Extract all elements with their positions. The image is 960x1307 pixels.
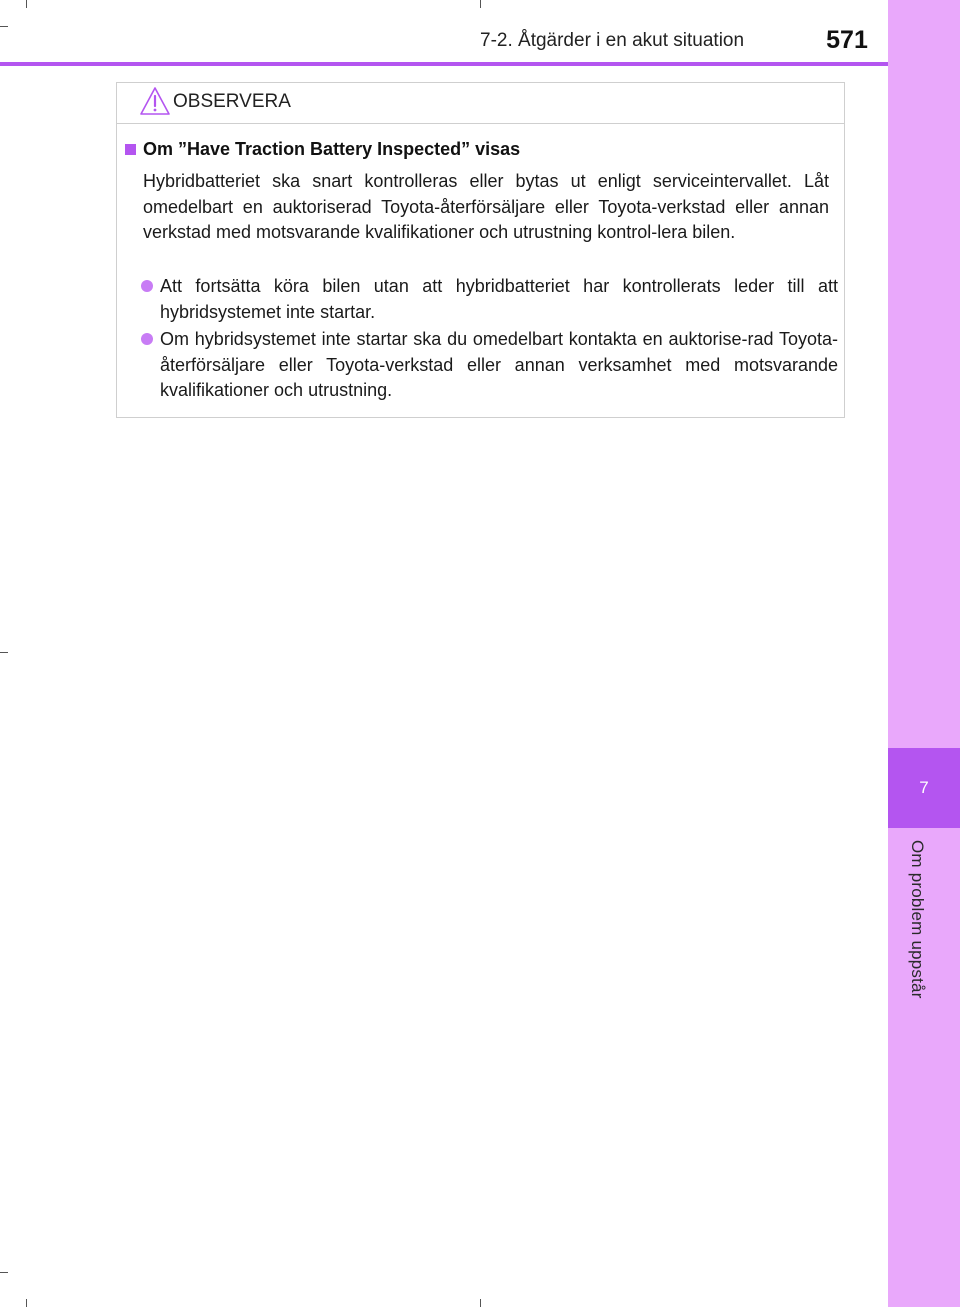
warning-triangle-icon: [139, 86, 171, 116]
crop-mark: [480, 1299, 481, 1307]
crop-mark: [0, 1272, 8, 1273]
crop-mark: [26, 1299, 27, 1307]
caution-title: OBSERVERA: [173, 91, 291, 112]
crop-mark: [0, 652, 8, 653]
caution-box: [116, 82, 845, 418]
list-item-text: Att fortsätta köra bilen utan att hybridbatteriet har kontrollerats leder till att hybridsystemet inte startar.: [160, 276, 838, 322]
chapter-tab: [888, 748, 960, 828]
crop-mark: [480, 0, 481, 8]
chapter-title: Om problem uppstår: [908, 840, 927, 999]
chapter-sidebar: [888, 0, 960, 1307]
body-paragraph: Hybridbatteriet ska snart kontrolleras eller bytas ut enligt serviceintervallet. Låt omedelbart en auktoriserad Toyota-återförsäljare eller Toyota-verkstad eller annan verkstad med motsvarande kvalifikationer och utrustning kontrol-lera bilen.: [143, 171, 829, 242]
header-rule: [0, 62, 888, 66]
circle-bullet-icon: [141, 333, 153, 345]
circle-bullet-icon: [141, 280, 153, 292]
section-heading-text: Om ”Have Traction Battery Inspected” visas: [143, 139, 521, 159]
crop-mark: [0, 26, 8, 27]
caution-header: [117, 83, 844, 124]
crop-mark: [26, 0, 27, 8]
section-heading: [125, 139, 520, 160]
page-number: 571: [826, 26, 868, 54]
chapter-number: 7: [919, 778, 929, 797]
header-section-title: 7-2. Åtgärder i en akut situation: [480, 30, 745, 51]
square-bullet-icon: [125, 144, 136, 155]
list-item-text: Om hybridsystemet inte startar ska du omedelbart kontakta en auktorise-rad Toyota-återförsäljare eller Toyota-verkstad eller annan verksamhet med motsvarande kvalifikationer och utrustning.: [160, 329, 838, 400]
